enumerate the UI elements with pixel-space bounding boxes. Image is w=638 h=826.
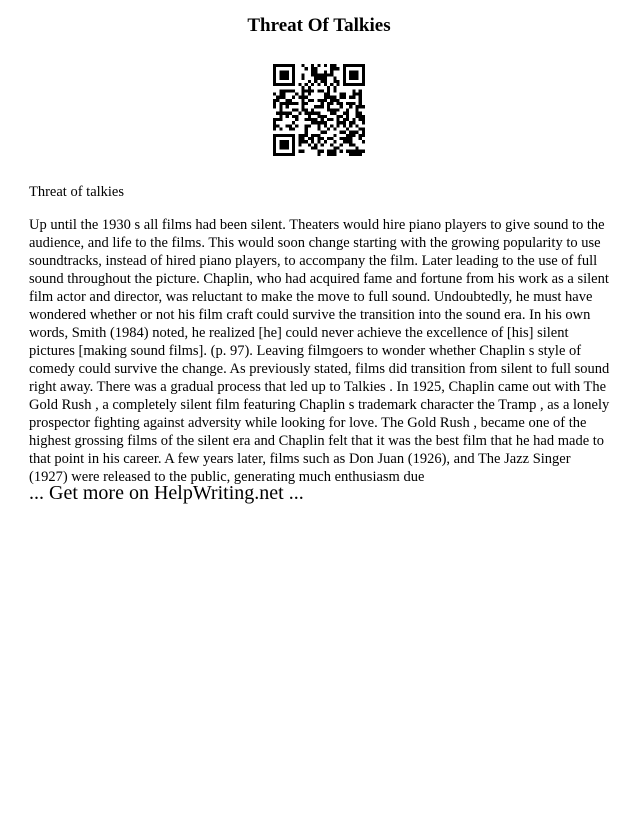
qr-code[interactable] (273, 64, 365, 156)
get-more-link[interactable]: ... Get more on HelpWriting.net ... (29, 482, 304, 504)
page-title: Threat Of Talkies (247, 15, 391, 36)
document-body: Up until the 1930 s all films had been silent. Theaters would hire piano players to give sound to the audience, and life to the films. This would soon change starting with the growing popularity to use soundtracks, instead of hired piano players, to accompany the film. Later leading to the use of full sound throughout the picture. Chaplin, who had acquired fame and fortune from his work as a silent film actor and director, was reluctant to make the move to full sound. Undoubtedly, he must have wondered whether or not his film craft could survive the transition into the sound era. In his own words, Smith (1984) noted, he realized [he] could never achieve the excellence of [his] silent pictures [making sound films]. (p. 97). Leaving filmgoers to wonder whether Chaplin s style of comedy could survive the change. As previously stated, films did transition from silent to full sound right away. There was a gradual process that led up to Talkies . In 1925, Chaplin came out with The Gold Rush , a completely silent film featuring Chaplin s trademark character the Tramp , as a lonely prospector fighting against adversity while looking for love. The Gold Rush , became one of the highest grossing films of the silent era and Chaplin felt that it was the best film that he had made to that point in his career. A few years later, films such as Don Juan (1926), and The Jazz Singer (1927) were released to the public, generating much enthusiasm due (29, 217, 610, 485)
qr-code-graphic (273, 64, 365, 156)
document-subtitle: Threat of talkies (29, 184, 125, 200)
